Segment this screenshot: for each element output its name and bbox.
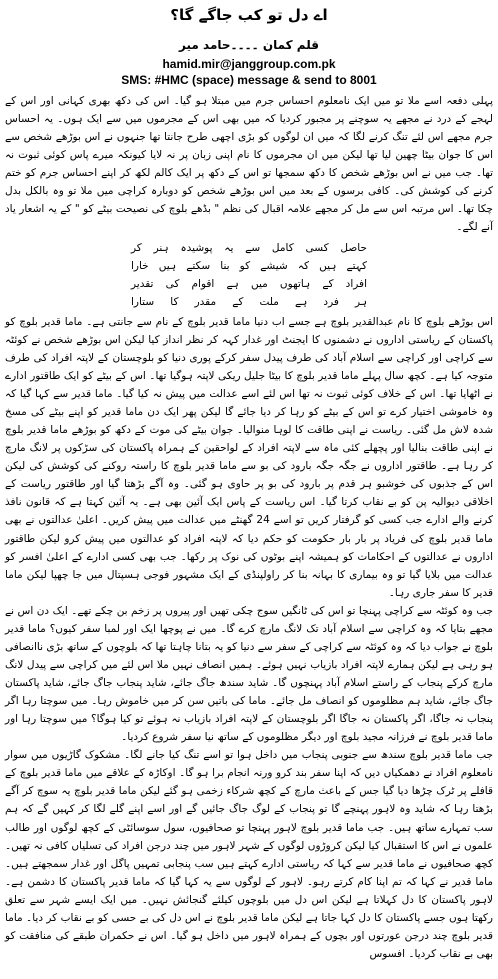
article-title: اے دل تو کب جاگے گا؟ bbox=[170, 6, 328, 24]
poem-line: کہتے ہیں کہ شیشے کو بنا سکتے ہیں خارا bbox=[131, 259, 367, 272]
article-header bbox=[5, 4, 493, 88]
author-email: hamid.mir@janggroup.com.pk bbox=[162, 57, 336, 71]
poem-line: افراد کے ہاتھوں میں ہے اقوام کی تقدیر bbox=[131, 277, 367, 290]
article-body bbox=[5, 92, 493, 963]
paragraph: جب وہ کوئٹہ سے کراچی پہنچا تو اس کی ٹانگیں سوج چکی تھیں اور پیروں پر زخم بن چکے تھے۔ ایک دن اس نے مجھے بتایا کہ وہ کراچی سے اسلام آباد تک لانگ مارچ کرے گا۔ میں نے پوچھا ایک اور لمبا سفر کیوں؟ ماما قدیر بلوچ نے جواب دیا کہ وہ کوئٹہ سے کراچی کے سفر سے دنیا کو یہ بتانا چاہتا تھا کہ بلوچوں کے ساتھ بڑی ناانصافی ہو رہی ہے لیکن ہمارے لاپتہ افراد بازیاب نہیں ہوئے۔ ہمیں انصاف نہیں ملا اس لئے میں کراچی سے پیدل لانگ مارچ کرکے پنجاب کے راستے اسلام آباد پہنچوں گا۔ شاید سندھ جاگ جائے، شاید پنجاب جاگ جائے، شاید پاکستان جاگ جائے، شاید ہم مظلوموں کو انصاف مل جائے۔ ماما کی باتیں سن کر میں خاموش رہا۔ میں سوچتا رہا اگر پنجاب نہ جاگا، اگر پاکستان نہ جاگا اگر بلوچستان کے لاپتہ افراد بازیاب نہ ہوئے تو کیا ہوگا؟ میں سوچتا رہا اور ماما قدیر بلوچ نے فرزانہ مجید بلوچ اور دیگر مظلوموں کے ساتھ نیا سفر شروع کردیا۔ bbox=[5, 604, 493, 744]
poem-line: ہر فرد ہے ملت کے مقدر کا ستارا bbox=[131, 295, 367, 308]
poem-block bbox=[131, 239, 367, 311]
sms-instructions: SMS: #HMC (space) message & send to 8001 bbox=[121, 73, 377, 87]
column-byline: قلم کمان ۔۔۔۔حامد میر bbox=[179, 38, 319, 52]
paragraph: جب ماما قدیر بلوچ سندھ سے جنوبی پنجاب میں داخل ہوا تو اسے تنگ کیا جانے لگا۔ مشکوک گاڑیوں میں سوار نامعلوم افراد نے دھمکیاں دیں کہ اپنا سفر بند کرو ورنہ انجام برا ہو گا۔ اوکاڑہ کے علاقے میں ماما قدیر بلوچ کے قافلے پر ٹرک چڑھا دیا گیا جس کے باعث مارچ کے کچھ شرکاء زخمی ہو گئے لیکن ماما قدیر بلوچ یہ سوچ کر آگے بڑھتا رہا کہ شاید وہ لاہور پہنچے گا تو پنجاب کے لوگ جاگ جائیں گے اور اسے اپنے گلے لگا کر کہیں گے کہ ہم سب تمہارے ساتھ ہیں۔ جب ماما قدیر بلوچ لاہور پہنچا تو صحافیوں، سول سوسائٹی کے کچھ لوگوں اور طالب علموں نے اس کا استقبال کیا لیکن کروڑوں لوگوں کے شہر لاہور میں چند درجن افراد کی تسلیاں کافی نہ تھیں۔ کچھ صحافیوں نے ماما قدیر سے کہا کہ ریاستی ادارے کہتے ہیں سب پنجابی تمہیں پاگل اور غدار سمجھتے ہیں۔ ماما قدیر نے کہا کہ تم اپنا کام کرتے رہو۔ لاہور کے لوگوں سے یہ کہا گیا کہ ماما قدیر پاکستان کا دشمن ہے۔ لاہور پاکستان کا دل کہلاتا ہے لیکن اس دل میں بلوچوں کیلئے گنجائش نہیں۔ میں ایک ایسے شہر سے تعلق رکھتا ہوں جسے پاکستان کا دل کہا جاتا ہے لیکن ماما قدیر بلوچ نے اس دل کی بے حسی کو بے نقاب کر دیا۔ ماما قدیر بلوچ چند درجن عورتوں اور بچوں کے ہمراہ لاہور میں داخل ہو گیا۔ اس نے حکمران طبقے کی منافقت کو بھی بے نقاب کردیا۔ افسوس bbox=[5, 749, 493, 960]
paragraph: اس بوڑھے بلوچ کا نام عبدالقدیر بلوچ ہے جسے اب دنیا ماما قدیر بلوچ کے نام سے جانتی ہے۔ ماما قدیر بلوچ کو پاکستان کے ریاستی اداروں نے دشمنوں کا ایجنٹ اور غدار کہہ کر نظر انداز کیا لیکن اس بوڑھے شخص نے کوئٹہ سے کراچی اور کراچی سے اسلام آباد کی طرف پیدل سفر کرکے پوری دنیا کو بلوچستان کے لاپتہ افراد کی طرف متوجہ کیا ہے۔ کچھ سال پہلے ماما قدیر بلوچ کا بیٹا جلیل ریکی لاپتہ ہوگیا تھا۔ اس کے بیٹے کو ایک طاقتور ادارے نے اٹھایا تھا۔ اس کے خلاف کوئی ثبوت نہ تھا اس لئے اسے عدالت میں پیش نہ کیا گیا۔ ماما قدیر سے کہا گیا کہ وہ خاموشی اختیار کرے تو اس کے بیٹے کو رہا کر دیا جائے گا لیکن پھر ایک دن ماما قدیر کو اپنے بیٹے کی مسخ شدہ لاش مل گئی۔ ریاست نے اپنی طاقت کا لوہا منوالیا۔ جوان بیٹے کی موت کے دکھ کو بوڑھے ماما قدیر بلوچ نے اپنی طاقت بنالیا اور پچھلے کئی ماہ سے لاپتہ افراد کے لواحقین کے ہمراہ پاکستان کی سڑکوں پر لانگ مارچ کر رہا ہے۔ طاقتور اداروں نے جگہ جگہ بارود کی بو سے ماما قدیر بلوچ کا راستہ روکنے کی کوشش کی لیکن اس کے جذبوں کی خوشبو ہر قدم پر بارود کی بو پر حاوی ہو گئی۔ وہ آگے بڑھتا گیا اور طاقتور ریاست کے اخلاقی دیوالیہ پن کو بے نقاب کرتا گیا۔ اس ریاست کے پاس ایک آئین بھی ہے۔ یہ آئین کہتا ہے کہ قانون نافذ کرنے والے ادارے جب کسی کو گرفتار کریں تو اسے 24 گھنٹے میں عدالت میں پیش کریں۔ اعلیٰ عدالتوں نے بھی ماما قدیر بلوچ کی فریاد پر بار بار حکومت کو حکم دیا کہ لاپتہ افراد کو عدالتوں میں پیش کرو لیکن طاقتور اداروں نے عدالتوں کے احکامات کو ہمیشہ اپنے بوٹوں کی نوک پر رکھا۔ جب بھی کسی ادارے کے اعلیٰ افسر کو عدالت میں بلایا گیا تو وہ بیماری کا بہانہ بنا کر راولپنڈی کے ایک مشہور فوجی ہسپتال میں جا چھپا لیکن ماما قدیر کا سفر جاری رہا۔ bbox=[5, 315, 493, 599]
paragraph-intro: پہلی دفعہ اسے ملا تو میں ایک نامعلوم احساس جرم میں مبتلا ہو گیا۔ اس کی دکھ بھری کہانی اور اس کے لہجے کے درد نے مجھے یہ سوچنے پر مجبور کردیا کہ میں بھی اس کے مجرموں میں سے ایک ہوں۔ یہ احساس جرم مجھے اس لئے تنگ کرنے لگا کہ میں ان لوگوں کو بڑی اچھی طرح جانتا تھا جنہوں نے اس بوڑھے شخص سے اس کا جوان بیٹا چھین لیا تھا لیکن میں ان مجرموں کا نام اپنی زبان پر نہ لایا کیونکہ میرے پاس کوئی ثبوت نہ تھا۔ جب میں نے اس بوڑھے شخص کا دکھ سمجھا تو اس کے دکھ پر ایک کالم لکھ کر اپنے احساس جرم کو ختم کرنے کی کوشش کی۔ کافی برسوں کے بعد میں اس بوڑھے شخص کو دوبارہ کراچی میں ملا تو وہ بالکل بدل چکا تھا۔ اس مرتبہ اس سے مل کر مجھے علامہ اقبال کی نظم " بڈھے بلوچ کی نصیحت بیٹے کو " کے یہ اشعار یاد آنے لگے۔ bbox=[5, 95, 493, 234]
poem-line: حاصل کسی کامل سے یہ پوشیدہ ہنر کر bbox=[131, 241, 367, 254]
